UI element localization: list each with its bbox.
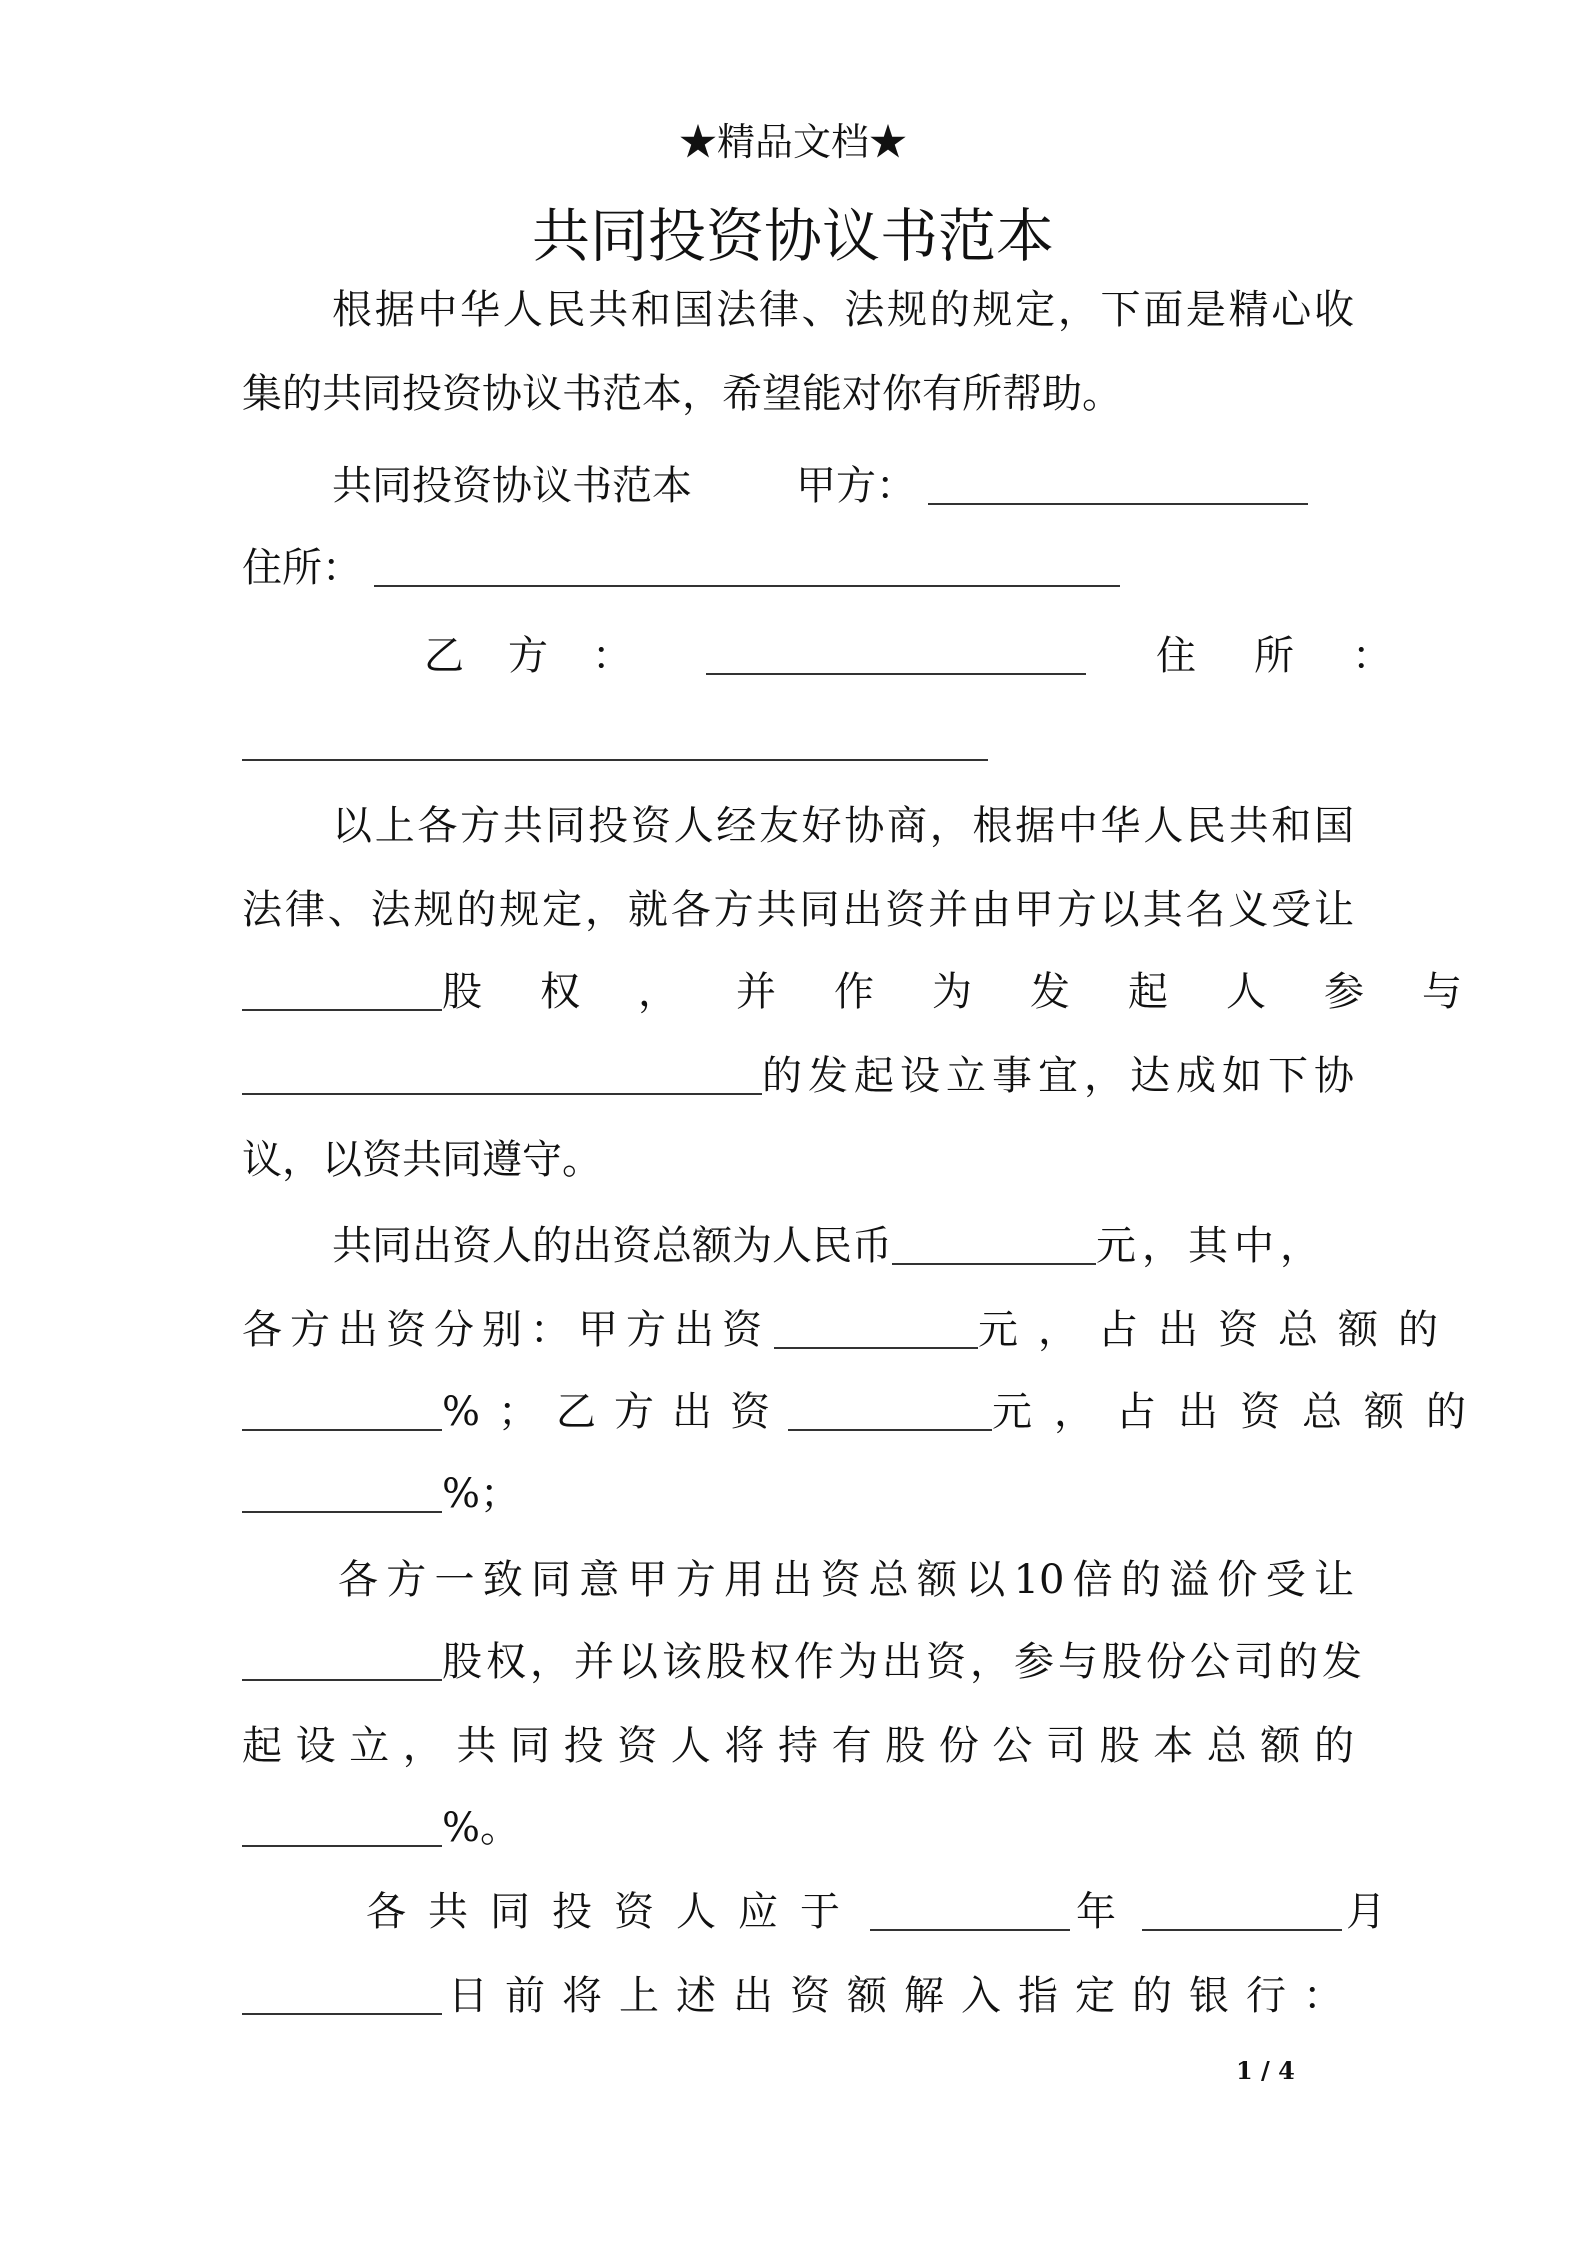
para3-line-3 xyxy=(242,1370,1489,1454)
para4-line-3: 起设立，共同投资人将持有股份公司股本总额的 xyxy=(242,1723,1354,1769)
year-text: 年 xyxy=(1076,1889,1116,1935)
para3-line-1 xyxy=(332,1204,1354,1288)
para4-line-2 xyxy=(242,1620,1366,1704)
para5-line-1 xyxy=(366,1870,1386,1954)
yuan-pct-text-2: 元，占出资总额的 xyxy=(992,1389,1489,1435)
para2-line-1: 以上各方共同投资人经友好协商，根据中华人民共和国 xyxy=(332,803,1354,849)
document-header: ★精品文档★ xyxy=(678,120,907,164)
para2-line-3 xyxy=(242,950,1520,1034)
share-pct-blank[interactable] xyxy=(242,1801,442,1847)
party-b-address-blank[interactable] xyxy=(242,715,988,761)
total-contrib-text: 共同出资人的出资总额为人民币 xyxy=(332,1223,892,1269)
doc-name-label: 共同投资协议书范本 xyxy=(332,463,692,509)
party-b-line xyxy=(424,614,1450,698)
equity-blank[interactable] xyxy=(242,965,442,1011)
party-b-label: 乙方： xyxy=(424,633,676,679)
each-contrib-text: 各方出资分别：甲方出资 xyxy=(242,1307,770,1353)
month-blank[interactable] xyxy=(1142,1885,1342,1931)
para4-line-2-text: 股权，并以该股权作为出资，参与股份公司的发 xyxy=(442,1639,1366,1685)
para4-line-4 xyxy=(242,1786,1354,1870)
party-a-amount-blank[interactable] xyxy=(774,1303,978,1349)
para2-line-5: 议，以资共同遵守。 xyxy=(242,1137,602,1183)
party-b-blank[interactable] xyxy=(706,629,1086,675)
page-number: 1 / 4 xyxy=(1236,2056,1295,2085)
intro-line-2: 集的共同投资协议书范本，希望能对你有所帮助。 xyxy=(242,371,1122,417)
total-amount-blank[interactable] xyxy=(892,1219,1096,1265)
address-label: 住所： xyxy=(242,545,362,591)
month-text: 月 xyxy=(1346,1889,1386,1935)
party-b-contrib-text: %；乙方出资 xyxy=(442,1389,789,1435)
party-b-address-label: 住所： xyxy=(1156,633,1450,679)
year-blank[interactable] xyxy=(870,1885,1070,1931)
yuan-among-text: 元，其中， xyxy=(1096,1223,1326,1269)
pct-end-text: %； xyxy=(442,1471,521,1517)
party-b-pct-blank[interactable] xyxy=(242,1467,442,1513)
day-blank[interactable] xyxy=(242,1969,442,2015)
para4-line-4-text: %。 xyxy=(442,1805,521,1851)
para5-lead-text: 各共同投资人应于 xyxy=(366,1889,862,1935)
para5-line-2 xyxy=(242,1954,1360,2038)
yuan-pct-text: 元，占出资总额的 xyxy=(978,1307,1458,1353)
party-a-pct-blank[interactable] xyxy=(242,1385,442,1431)
para2-line-4 xyxy=(242,1034,1360,1118)
intro-line-1: 根据中华人民共和国法律、法规的规定，下面是精心收 xyxy=(332,287,1354,333)
para4-line-1: 各方一致同意甲方用出资总额以10倍的溢价受让 xyxy=(338,1557,1354,1603)
party-a-address-line xyxy=(242,526,1354,610)
equity-text: 股权，并作为发起人参与 xyxy=(442,969,1520,1015)
party-a-line xyxy=(332,444,1354,528)
para3-line-4 xyxy=(242,1452,1354,1536)
premium-equity-blank[interactable] xyxy=(242,1635,442,1681)
para5-line-2-text: 日前将上述出资额解入指定的银行： xyxy=(448,1973,1360,2019)
company-blank[interactable] xyxy=(242,1049,762,1095)
address-blank[interactable] xyxy=(374,541,1120,587)
party-a-blank[interactable] xyxy=(928,459,1308,505)
document-title: 共同投资协议书范本 xyxy=(531,202,1054,270)
para2-line-2: 法律、法规的规定，就各方共同出资并由甲方以其名义受让 xyxy=(242,887,1354,933)
para3-line-2 xyxy=(242,1288,1458,1372)
party-b-amount-blank[interactable] xyxy=(788,1385,992,1431)
setup-text: 的发起设立事宜，达成如下协 xyxy=(762,1053,1360,1099)
party-a-label: 甲方： xyxy=(796,463,916,509)
party-b-address-line xyxy=(242,700,1354,784)
